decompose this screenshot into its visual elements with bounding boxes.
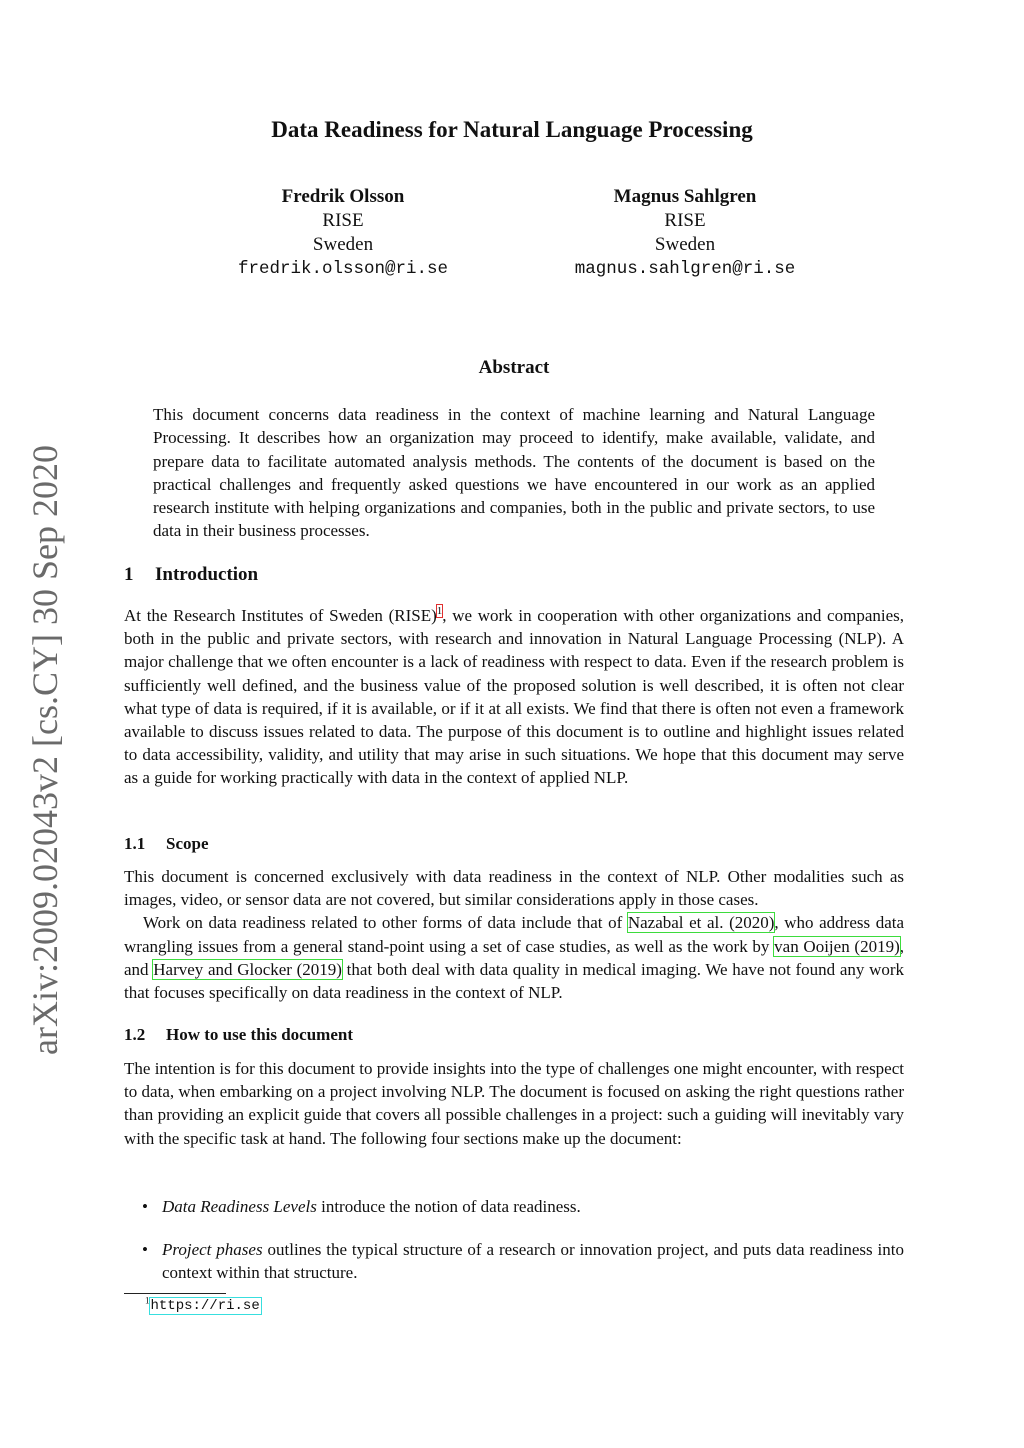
author-name: Fredrik Olsson	[281, 186, 405, 207]
citation-link[interactable]: Nazabal et al. (2020)	[627, 913, 775, 933]
introduction-paragraph	[124, 604, 904, 790]
abstract-heading: Abstract	[478, 357, 550, 378]
paper-title: Data Readiness for Natural Language Processing	[271, 117, 753, 142]
scope-text: that both deal with data quality in medical imaging. We have not found any work that focuses specifically on data readiness in the context of NLP.	[124, 959, 905, 1003]
author-block-1	[173, 185, 513, 281]
author-affiliation: RISE	[322, 210, 364, 231]
howto-paragraph: The intention is for this document to provide insights into the type of challenges one might encounter, with respect to data, when embarking on a project involving NLP. The document is focused on asking the right questions rather than providing an explicit guide that covers all possible challenges in a project: such a guiding will inevitably vary with the specific task at hand. The following four sections make up the document:	[124, 1059, 904, 1148]
intro-text-start: At the Research Institutes of Sweden (RISE)	[124, 606, 437, 625]
abstract-body: This document concerns data readiness in the context of machine learning and Natural Language Processing. It describes how an organization may proceed to identify, make available, validate, and prepare data to facilitate automated analysis methods. The contents of the document is based on the practical challenges and frequently asked questions we have encountered in our work as an applied research institute with helping organizations and companies, both in the public and private sectors, to use data in their business processes.	[153, 405, 875, 541]
scope-paragraph-1: This document is concerned exclusively with data readiness in the context of NLP. Other modalities such as images, video, or sensor data are not covered, but similar considerations apply in those cases.	[124, 867, 904, 910]
bullet-icon: •	[142, 1197, 148, 1216]
list-item-text: outlines the typical structure of a research or innovation project, and puts data readiness into context within that structure.	[162, 1240, 904, 1283]
section-heading-introduction	[124, 564, 258, 586]
list-item-term: Project phases	[162, 1240, 263, 1259]
list-item	[142, 1195, 904, 1218]
section-title: Introduction	[155, 564, 259, 585]
scope-text: , who address data wrangling issues from a general stand-point using a set of case studies, as well as the work by	[124, 913, 905, 956]
author-name: Magnus Sahlgren	[613, 186, 757, 207]
footnote-url-link[interactable]: https://ri.se	[150, 1298, 260, 1314]
author-country: Sweden	[312, 234, 374, 255]
subsection-heading-howto	[124, 1025, 353, 1045]
footnote	[145, 1295, 261, 1314]
bullet-icon: •	[142, 1240, 148, 1259]
scope-paragraphs	[124, 865, 904, 1004]
citation-link[interactable]: Harvey and Glocker (2019)	[153, 959, 342, 979]
scope-text: Work on data readiness related to other forms of data include that of	[143, 913, 628, 933]
subsection-number: 1.2	[124, 1025, 146, 1044]
list-item-text: introduce the notion of data readiness.	[316, 1197, 581, 1216]
author-country: Sweden	[654, 234, 716, 255]
subsection-heading-scope	[124, 834, 209, 854]
author-affiliation: RISE	[664, 210, 706, 231]
subsection-title: How to use this document	[166, 1025, 354, 1044]
author-email[interactable]: fredrik.olsson@ri.se	[237, 259, 449, 279]
citation-link[interactable]: van Ooijen (2019)	[774, 936, 900, 956]
subsection-number: 1.1	[124, 834, 146, 853]
subsection-title: Scope	[166, 834, 209, 853]
author-block-2	[515, 185, 855, 281]
section-number: 1	[124, 564, 134, 585]
footnote-divider	[124, 1293, 226, 1294]
scope-paragraph-2	[124, 911, 904, 1004]
intro-text-rest: , we work in cooperation with other organizations and companies, both in the public and private sectors, with research and innovation in Natural Language Processing (NLP). A major challenge that we often encounter is a lack of readiness with respect to data. Even if the research problem is sufficiently well defined, and the business value of the proposed solution is well described, it is often not clear what type of data is required, if it is available, or if it at all exists. We find that there is often not even a framework available to discuss issues related to data. The purpose of this document is to outline and highlight issues related to data accessibility, validity, and utility that may arise in such situations. We hope that this document may serve as a guide for working practically with data in the context of applied NLP.	[124, 606, 904, 788]
list-item-term: Data Readiness Levels	[162, 1197, 317, 1216]
arxiv-identifier: arXiv:2009.02043v2 [cs.CY] 30 Sep 2020	[25, 445, 65, 1055]
footnote-mark: 1	[145, 1295, 150, 1306]
footnote-link[interactable]: 1	[436, 605, 443, 618]
list-item	[142, 1238, 904, 1284]
author-email[interactable]: magnus.sahlgren@ri.se	[574, 259, 796, 279]
scope-text: , and	[124, 936, 904, 979]
